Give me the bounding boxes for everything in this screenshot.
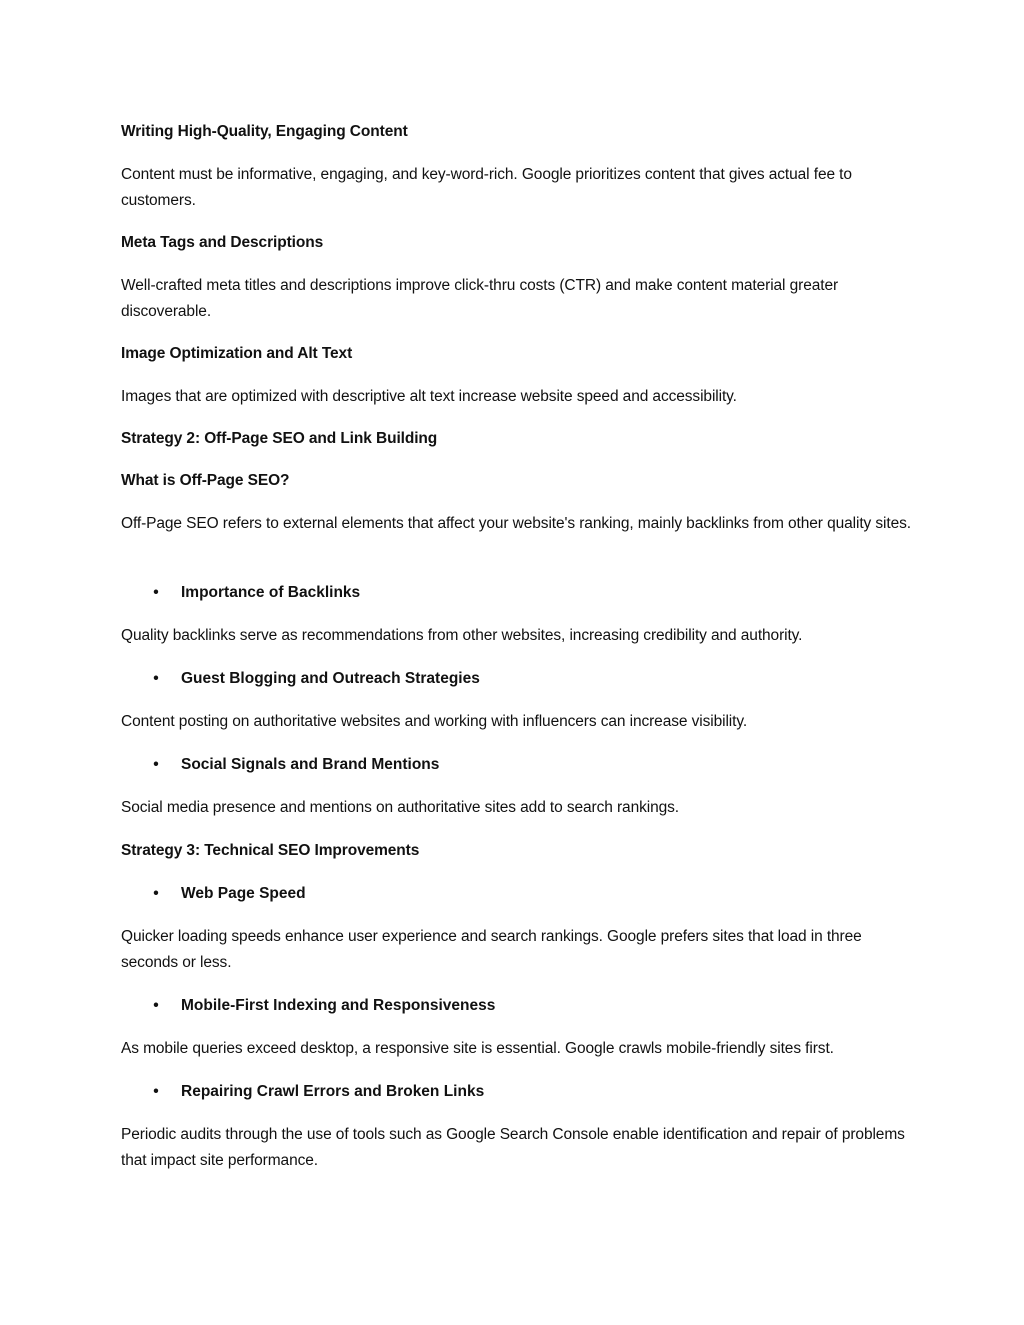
list-item-label: Social Signals and Brand Mentions [181, 756, 440, 773]
heading-off-page-seo: What is Off-Page SEO? [121, 472, 290, 489]
paragraph-mobile-first: As mobile queries exceed desktop, a responsive site is essential. Google crawls mobile-friendly sites first. [121, 1040, 834, 1057]
list-item-label: Importance of Backlinks [181, 584, 361, 601]
heading-strategy-2: Strategy 2: Off-Page SEO and Link Building [121, 430, 438, 447]
paragraph-off-page-seo: Off-Page SEO refers to external elements that affect your website's ranking, mainly backlinks from other quality sites. [121, 515, 911, 532]
heading-strategy-3: Strategy 3: Technical SEO Improvements [121, 842, 420, 859]
heading-meta-tags: Meta Tags and Descriptions [121, 234, 324, 251]
bullet-icon: • [153, 670, 159, 687]
paragraph-crawl-errors: Periodic audits through the use of tools such as Google Search Console enable identification and repair of problems that impact site performance. [121, 1126, 905, 1169]
bullet-icon: • [153, 997, 159, 1014]
list-item-label: Repairing Crawl Errors and Broken Links [181, 1083, 485, 1100]
heading-image-optimization: Image Optimization and Alt Text [121, 345, 353, 362]
paragraph-social-signals: Social media presence and mentions on authoritative sites add to search rankings. [121, 799, 679, 816]
bullet-icon: • [153, 1083, 159, 1100]
heading-writing-content: Writing High-Quality, Engaging Content [121, 123, 408, 140]
list-item-label: Web Page Speed [181, 885, 306, 902]
paragraph-page-speed: Quicker loading speeds enhance user experience and search rankings. Google prefers sites that load in three seconds or less. [121, 928, 862, 971]
paragraph-image-optimization: Images that are optimized with descriptive alt text increase website speed and accessibility. [121, 388, 737, 405]
paragraph-meta-tags: Well-crafted meta titles and descriptions improve click-thru costs (CTR) and make content material greater discoverable. [121, 277, 839, 320]
paragraph-backlinks: Quality backlinks serve as recommendations from other websites, increasing credibility and authority. [121, 627, 803, 644]
paragraph-guest-blogging: Content posting on authoritative websites and working with influencers can increase visibility. [121, 713, 748, 730]
list-item-label: Mobile-First Indexing and Responsiveness [181, 997, 496, 1014]
bullet-icon: • [153, 885, 159, 902]
bullet-icon: • [153, 756, 159, 773]
list-item-label: Guest Blogging and Outreach Strategies [181, 670, 480, 687]
bullet-icon: • [153, 584, 159, 601]
paragraph-writing-content: Content must be informative, engaging, and key-word-rich. Google prioritizes content that gives actual fee to customers. [121, 166, 852, 209]
